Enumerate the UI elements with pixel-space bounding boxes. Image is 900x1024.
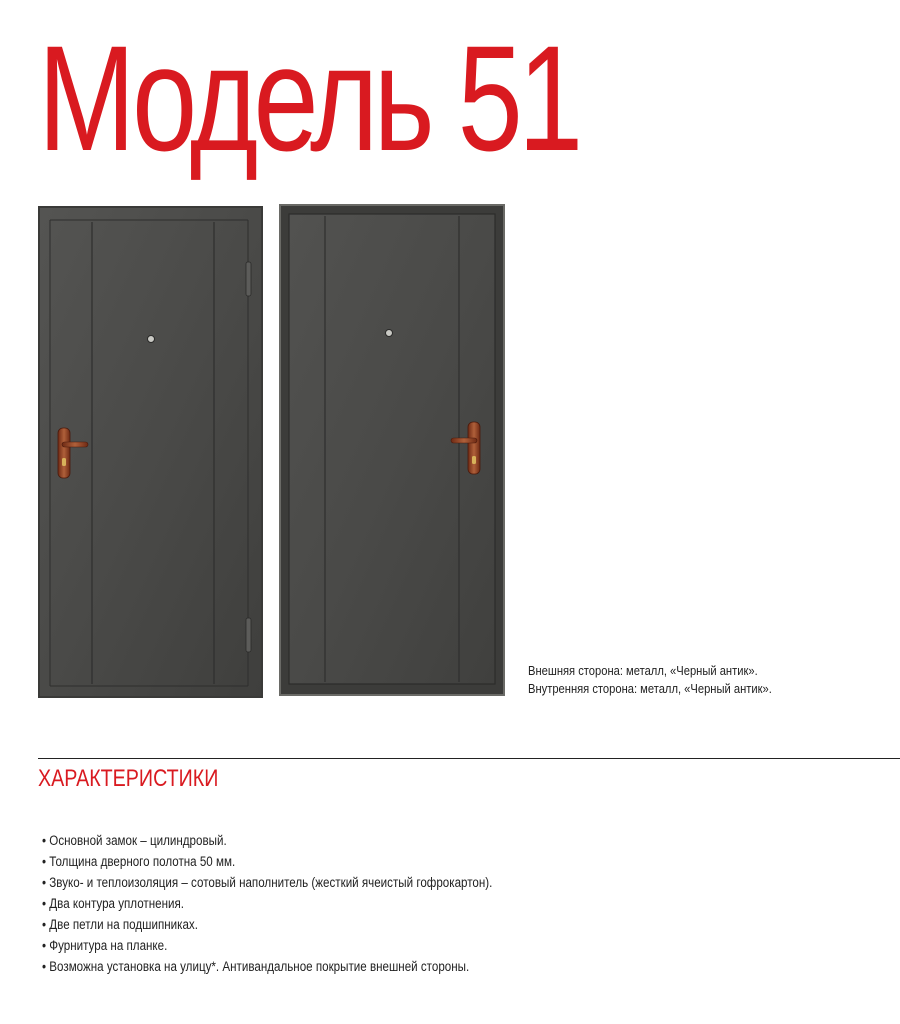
characteristics-list <box>42 830 492 977</box>
list-item: • Толщина дверного полотна 50 мм. <box>42 851 492 872</box>
page-title: Модель 51 <box>38 14 579 182</box>
door-interior-image <box>279 204 505 696</box>
characteristics-heading: ХАРАКТЕРИСТИКИ <box>38 765 219 792</box>
section-divider <box>38 758 900 759</box>
inner-side-description: Внутренняя сторона: металл, «Черный антик». <box>528 681 772 696</box>
door-exterior-image <box>38 206 263 698</box>
door-description <box>528 662 772 698</box>
list-item: • Основной замок – цилиндровый. <box>42 830 492 851</box>
list-item: • Фурнитура на планке. <box>42 935 492 956</box>
list-item: • Две петли на подшипниках. <box>42 914 492 935</box>
list-item: • Звуко- и теплоизоляция – сотовый наполнитель (жесткий ячеистый гофрокартон). <box>42 872 492 893</box>
outer-side-description: Внешняя сторона: металл, «Черный антик». <box>528 663 758 678</box>
list-item: • Два контура уплотнения. <box>42 893 492 914</box>
list-item: • Возможна установка на улицу*. Антивандальное покрытие внешней стороны. <box>42 956 492 977</box>
